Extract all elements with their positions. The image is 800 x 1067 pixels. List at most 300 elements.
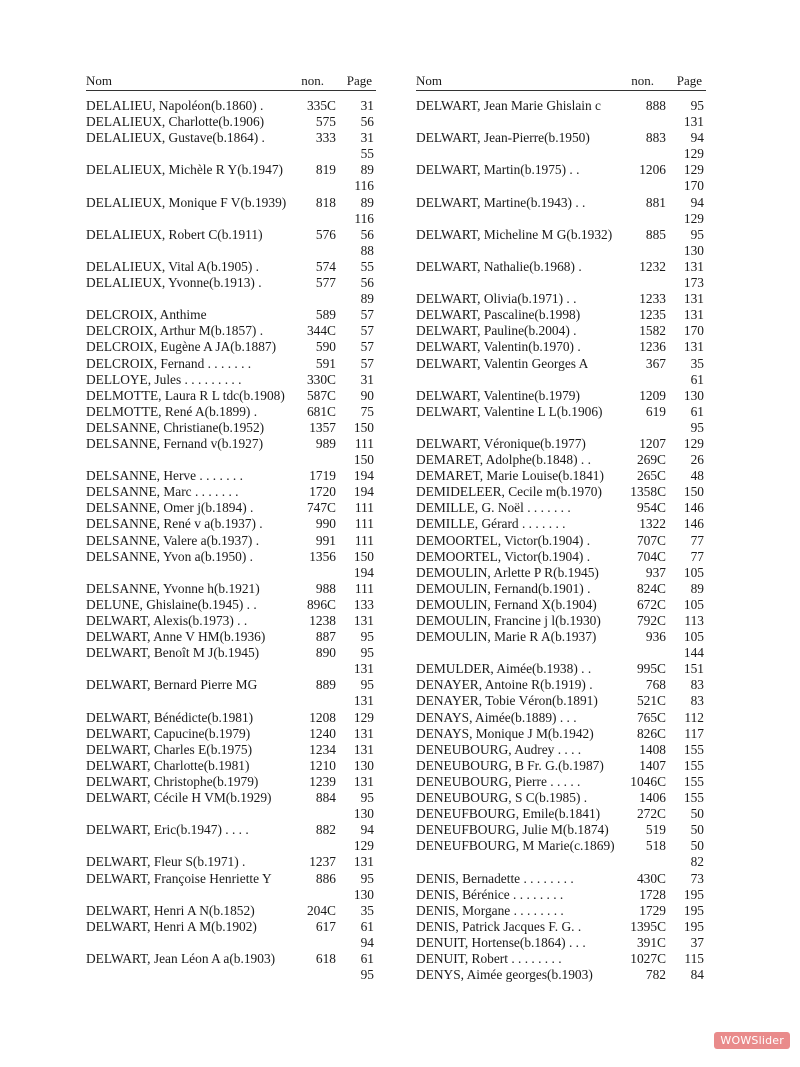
entry-number: 882 [315,822,336,838]
index-entry [86,195,376,211]
entry-name: DEMOULIN, Marie R A(b.1937) [416,629,597,645]
entry-name: DELALIEUX, Charlotte(b.1906) [86,114,265,130]
entry-name: DELWART, Valentin(b.1970) . [416,339,581,355]
entry-name: DENIS, Patrick Jacques F. G. . [416,918,582,934]
entry-number: 265C [636,468,666,484]
entry-name: DELWART, Pauline(b.2004) . [416,323,577,339]
index-entry [86,742,376,758]
entry-name: DELWART, Eric(b.1947) . . . . [86,822,249,838]
entry-number: 1027C [630,950,666,966]
entry-name: DEMULDER, Aimée(b.1938) . . [416,661,592,677]
index-entry [416,887,706,903]
index-entry [416,935,706,951]
entry-name: DELWART, Valentine L L(b.1906) [416,403,603,419]
index-entry [416,565,706,581]
index-entry [86,533,376,549]
entry-number: 886 [315,870,336,886]
index-entry [86,645,376,661]
entry-page: 95 [360,677,374,693]
index-entry [86,291,376,307]
entry-number: 1210 [309,757,336,773]
column-header [86,72,376,91]
index-entry [86,436,376,452]
entry-page: 173 [683,275,704,291]
entry-name: DEMIDELEER, Cecile m(b.1970) [416,484,602,500]
header-page: Page [676,73,702,88]
entry-name: DENAYS, Aimée(b.1889) . . . [416,709,577,725]
entry-number: 991 [315,532,336,548]
index-entry [86,806,376,822]
entry-name: DELWART, Charlotte(b.1981) [86,757,250,773]
entry-number: 826C [636,725,666,741]
entry-name: DELWART, Micheline M G(b.1932) [416,226,613,242]
index-entry [416,677,706,693]
entry-number: 990 [315,516,336,532]
entry-number: 1407 [639,757,666,773]
index-entry [416,114,706,130]
entry-page: 75 [360,403,374,419]
entry-number: 1720 [309,484,336,500]
entry-name: DEMOULIN, Arlette P R(b.1945) [416,564,599,580]
header-num: non. [631,73,654,88]
entry-number: 430C [636,870,666,886]
entry-number: 1208 [309,709,336,725]
entry-name: DELWART, Olivia(b.1971) . . [416,291,577,307]
index-entry [86,388,376,404]
entry-number: 1046C [630,773,666,789]
index-entry [416,452,706,468]
header-page: Page [346,73,372,88]
entry-number: 269C [636,452,666,468]
entry-number: 367 [645,355,666,371]
entry-number: 1719 [309,468,336,484]
index-entry [416,404,706,420]
entry-name: DELALIEUX, Yvonne(b.1913) . [86,275,262,291]
entry-name: DELWART, Valentin Georges A [416,355,589,371]
entry-page: 50 [690,822,704,838]
index-entry [86,919,376,935]
entry-page: 129 [683,162,704,178]
entry-number: 330C [306,371,336,387]
entry-page: 31 [360,98,374,113]
index-entry [416,613,706,629]
entry-number: 672C [636,596,666,612]
entry-page: 94 [360,934,374,950]
entry-page: 35 [360,902,374,918]
entry-page: 82 [690,854,704,870]
entry-number: 681C [306,403,336,419]
entry-page: 131 [353,854,374,870]
entry-name: DENEUFBOURG, Julie M(b.1874) [416,822,609,838]
entry-page: 131 [683,291,704,307]
entry-name: DENAYS, Monique J M(b.1942) [416,725,594,741]
index-entry [86,838,376,854]
index-entry [86,693,376,709]
entry-page: 144 [683,645,704,661]
entry-number: 1357 [309,419,336,435]
left-rows [86,98,376,983]
right-column [416,72,706,983]
header-nom: Nom [416,73,442,88]
entry-number: 617 [315,918,336,934]
entry-page: 55 [360,146,374,162]
entry-page: 111 [354,532,374,548]
index-entry [416,372,706,388]
entry-name: DELALIEUX, Gustave(b.1864) . [86,130,265,146]
header-num: non. [301,73,324,88]
entry-name: DELSANNE, Fernand v(b.1927) [86,435,264,451]
index-entry [416,468,706,484]
entry-page: 131 [353,661,374,677]
entry-name: DELWART, Martin(b.1975) . . [416,162,580,178]
entry-page: 50 [690,806,704,822]
entry-number: 881 [645,194,666,210]
index-entry [86,887,376,903]
index-entry [416,178,706,194]
entry-page: 105 [683,564,704,580]
entry-page: 115 [684,950,704,966]
entry-page: 95 [360,870,374,886]
entry-name: DELWART, Jean-Pierre(b.1950) [416,130,590,146]
index-entry [416,822,706,838]
entry-page: 155 [683,790,704,806]
entry-name: DENUIT, Robert . . . . . . . . [416,950,562,966]
entry-number: 1235 [639,307,666,323]
entry-number: 521C [636,693,666,709]
index-entry [416,291,706,307]
index-entry [416,339,706,355]
entry-number: 995C [636,661,666,677]
entry-number: 518 [645,838,666,854]
entry-number: 704C [636,548,666,564]
entry-number: 344C [306,323,336,339]
index-entry [416,356,706,372]
entry-page: 170 [683,323,704,339]
index-entry [416,742,706,758]
index-entry [416,661,706,677]
entry-number: 1395C [630,918,666,934]
entry-page: 56 [360,226,374,242]
entry-name: DELWART, Jean Léon A a(b.1903) [86,950,276,966]
entry-name: DEMARET, Marie Louise(b.1841) [416,468,604,484]
entry-number: 335C [306,98,336,113]
index-entry [416,951,706,967]
entry-name: DEMOORTEL, Victor(b.1904) . [416,548,591,564]
entry-number: 1238 [309,613,336,628]
entry-name: DENEUFBOURG, Emile(b.1841) [416,806,601,822]
index-entry [86,677,376,693]
entry-page: 77 [690,548,704,564]
entry-page: 95 [360,790,374,806]
entry-number: 1236 [639,339,666,355]
entry-name: DELWART, Christophe(b.1979) [86,773,259,789]
entry-page: 194 [353,564,374,580]
index-entry [416,903,706,919]
index-entry [86,420,376,436]
entry-number: 619 [645,403,666,419]
index-entry [86,404,376,420]
index-entry [86,259,376,275]
entry-number: 989 [315,435,336,451]
entry-page: 195 [683,902,704,918]
entry-page: 105 [683,596,704,612]
entry-page: 94 [360,822,374,838]
entry-number: 883 [645,130,666,146]
entry-page: 146 [683,500,704,516]
entry-number: 1322 [639,516,666,532]
index-entry [86,629,376,645]
entry-name: DENEUFBOURG, M Marie(c.1869) [416,838,615,854]
index-entry [416,98,706,114]
index-entry [416,693,706,709]
entry-page: 129 [683,210,704,226]
index-entry [86,484,376,500]
index-entry [86,613,376,629]
index-entry [416,871,706,887]
entry-name: DENEUBOURG, B Fr. G.(b.1987) [416,757,604,773]
index-entry [416,436,706,452]
entry-number: 589 [315,307,336,323]
entry-page: 89 [360,162,374,178]
index-entry [416,500,706,516]
entry-number: 1239 [309,773,336,789]
entry-page: 146 [683,516,704,532]
index-entry [416,259,706,275]
entry-page: 77 [690,532,704,548]
entry-number: 1408 [639,741,666,757]
entry-page: 56 [360,275,374,291]
entry-page: 111 [354,580,374,596]
entry-page: 50 [690,838,704,854]
entry-page: 195 [683,886,704,902]
entry-page: 105 [683,629,704,645]
entry-page: 131 [353,773,374,789]
entry-name: DELCROIX, Fernand . . . . . . . [86,355,252,371]
entry-number: 747C [306,500,336,516]
entry-page: 61 [360,918,374,934]
entry-page: 155 [683,741,704,757]
entry-name: DELWART, Valentine(b.1979) [416,387,580,403]
index-entry [416,774,706,790]
entry-page: 150 [683,484,704,500]
entry-name: DENEUBOURG, Pierre . . . . . [416,773,581,789]
index-entry [416,790,706,806]
index-entry [86,372,376,388]
entry-number: 1356 [309,548,336,564]
entry-page: 73 [690,870,704,886]
entry-name: DEMILLE, G. Noël . . . . . . . [416,500,571,516]
entry-page: 151 [683,661,704,677]
entry-page: 95 [360,629,374,645]
entry-page: 89 [360,194,374,210]
entry-number: 590 [315,339,336,355]
entry-name: DENEUBOURG, S C(b.1985) . [416,790,588,806]
entry-name: DENIS, Bernadette . . . . . . . . [416,870,574,886]
entry-page: 56 [360,114,374,130]
entry-number: 936 [645,629,666,645]
entry-page: 37 [690,934,704,950]
index-entry [86,243,376,259]
entry-name: DELWART, Anne V HM(b.1936) [86,629,266,645]
entry-number: 818 [315,194,336,210]
entry-name: DENUIT, Hortense(b.1864) . . . [416,934,586,950]
entry-page: 130 [683,387,704,403]
index-entry [416,854,706,870]
entry-name: DELWART, Capucine(b.1979) [86,725,251,741]
entry-name: DELWART, Françoise Henriette Y [86,870,272,886]
entry-page: 95 [360,645,374,661]
entry-page: 94 [690,130,704,146]
entry-name: DENEUBOURG, Audrey . . . . [416,741,582,757]
entry-name: DELALIEUX, Monique F V(b.1939) [86,194,287,210]
entry-page: 130 [353,806,374,822]
entry-number: 1209 [639,387,666,403]
entry-page: 131 [353,741,374,757]
entry-page: 129 [353,838,374,854]
entry-page: 83 [690,693,704,709]
index-entry [416,162,706,178]
entry-page: 112 [684,709,704,725]
entry-name: DELALIEU, Napoléon(b.1860) . [86,98,264,113]
entry-page: 57 [360,339,374,355]
entry-page: 111 [354,500,374,516]
entry-number: 884 [315,790,336,806]
entry-name: DELCROIX, Arthur M(b.1857) . [86,323,264,339]
index-entry [416,420,706,436]
entry-number: 1728 [639,886,666,902]
entry-name: DELSANNE, Marc . . . . . . . [86,484,239,500]
entry-page: 31 [360,371,374,387]
entry-page: 61 [690,371,704,387]
entry-page: 90 [360,387,374,403]
entry-page: 195 [683,918,704,934]
entry-page: 89 [360,291,374,307]
index-entry [416,758,706,774]
entry-page: 88 [360,242,374,258]
entry-page: 130 [353,757,374,773]
index-entry [416,967,706,983]
entry-number: 587C [306,387,336,403]
index-entry [86,565,376,581]
index-entry [86,114,376,130]
entry-name: DELSANNE, Yvon a(b.1950) . [86,548,254,564]
entry-page: 83 [690,677,704,693]
index-entry [86,581,376,597]
entry-page: 94 [690,194,704,210]
entry-name: DELSANNE, Herve . . . . . . . [86,468,243,484]
index-entry [416,388,706,404]
index-entry [86,790,376,806]
index-entry [86,967,376,983]
entry-number: 1233 [639,291,666,307]
index-entry [86,951,376,967]
index-entry [86,726,376,742]
entry-number: 1406 [639,790,666,806]
entry-number: 618 [315,950,336,966]
entry-name: DELWART, Henri A M(b.1902) [86,918,257,934]
entry-name: DELLOYE, Jules . . . . . . . . . [86,371,242,387]
entry-name: DELWART, Véronique(b.1977) [416,435,586,451]
index-entry [86,500,376,516]
entry-page: 131 [683,307,704,323]
entry-name: DENAYER, Tobie Véron(b.1891) [416,693,598,709]
entry-page: 57 [360,307,374,323]
entry-page: 111 [354,435,374,451]
entry-number: 591 [315,355,336,371]
entry-page: 48 [690,468,704,484]
index-entry [86,468,376,484]
entry-number: 577 [315,275,336,291]
entry-name: DENIS, Morgane . . . . . . . . [416,902,564,918]
entry-name: DELSANNE, Yvonne h(b.1921) [86,580,260,596]
entry-name: DELSANNE, René v a(b.1937) . [86,516,263,532]
index-entry [86,758,376,774]
entry-number: 204C [306,902,336,918]
entry-page: 131 [353,693,374,709]
index-entry [86,871,376,887]
entry-name: DELWART, Jean Marie Ghislain c [416,98,601,113]
column-header [416,72,706,91]
entry-page: 150 [353,452,374,468]
entry-number: 889 [315,677,336,693]
index-entry [416,726,706,742]
entry-page: 130 [683,242,704,258]
entry-number: 885 [645,226,666,242]
index-entry [416,275,706,291]
index-entry [86,516,376,532]
index-entry [86,275,376,291]
index-entry [86,822,376,838]
entry-page: 150 [353,548,374,564]
entry-name: DELUNE, Ghislaine(b.1945) . . [86,596,257,612]
index-entry [416,484,706,500]
entry-page: 61 [690,403,704,419]
entry-page: 26 [690,452,704,468]
entry-number: 272C [636,806,666,822]
entry-page: 95 [690,98,704,113]
entry-page: 150 [353,419,374,435]
entry-page: 129 [353,709,374,725]
entry-number: 765C [636,709,666,725]
index-entry [86,146,376,162]
index-entry [86,339,376,355]
entry-name: DEMOULIN, Fernand X(b.1904) [416,596,597,612]
entry-page: 55 [360,258,374,274]
entry-page: 116 [354,210,374,226]
entry-number: 954C [636,500,666,516]
entry-page: 131 [683,339,704,355]
index-entry [416,130,706,146]
right-rows [416,98,706,983]
entry-number: 896C [306,596,336,612]
index-entry [416,516,706,532]
entry-name: DEMILLE, Gérard . . . . . . . [416,516,566,532]
entry-number: 888 [645,98,666,113]
entry-page: 113 [684,613,704,628]
index-entry [86,356,376,372]
entry-number: 768 [645,677,666,693]
entry-number: 1240 [309,725,336,741]
entry-page: 129 [683,146,704,162]
index-entry [86,661,376,677]
index-entry [416,243,706,259]
entry-name: DELALIEUX, Robert C(b.1911) [86,226,263,242]
index-entry [86,98,376,114]
index-entry [86,854,376,870]
index-entry [86,452,376,468]
index-entry [86,307,376,323]
entry-page: 194 [353,484,374,500]
